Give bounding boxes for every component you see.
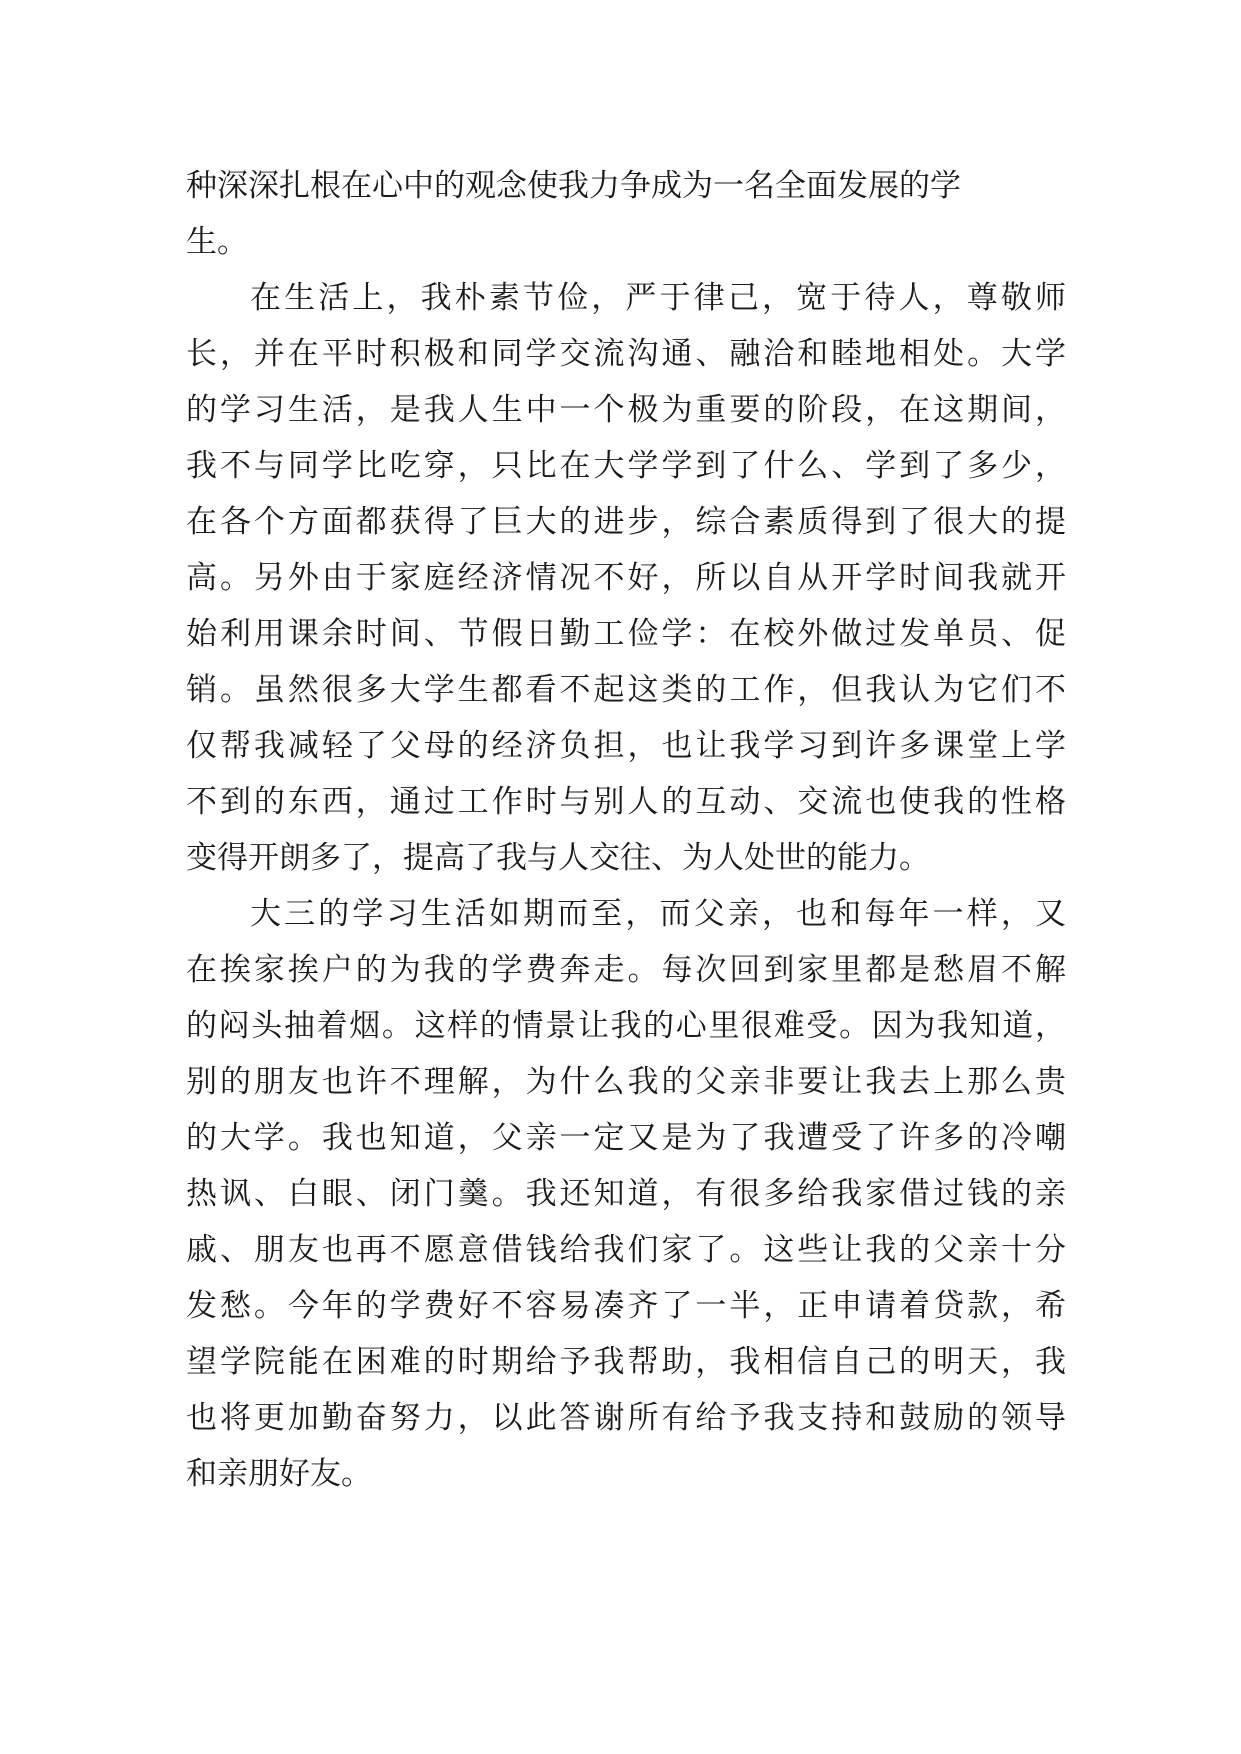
text-line: 种深深扎根在心中的观念使我力争成为一名全面发展的学	[186, 168, 961, 204]
text-line: 我不与同学比吃穿，只比在大学学到了什么、学到了多少，	[186, 448, 1066, 484]
text-line: 变得开朗多了，提高了我与人交往、为人处世的能力。	[186, 840, 930, 876]
text-line: 发愁。今年的学费好不容易凑齐了一半，正申请着贷款，希	[186, 1288, 1066, 1324]
text-line: 戚、朋友也再不愿意借钱给我们家了。这些让我的父亲十分	[186, 1232, 1066, 1268]
text-line: 始利用课余时间、节假日勤工俭学：在校外做过发单员、促	[186, 616, 1066, 652]
text-line: 仅帮我减轻了父母的经济负担，也让我学习到许多课堂上学	[186, 728, 1066, 764]
text-line: 长，并在平时积极和同学交流沟通、融洽和睦地相处。大学	[186, 336, 1066, 372]
text-line: 在各个方面都获得了巨大的进步，综合素质得到了很大的提	[186, 504, 1066, 540]
text-line: 的学习生活，是我人生中一个极为重要的阶段，在这期间，	[186, 392, 1066, 428]
text-line: 销。虽然很多大学生都看不起这类的工作，但我认为它们不	[186, 672, 1066, 708]
text-line: 别的朋友也许不理解，为什么我的父亲非要让我去上那么贵	[186, 1064, 1066, 1100]
text-line: 也将更加勤奋努力，以此答谢所有给予我支持和鼓励的领导	[186, 1400, 1066, 1436]
text-line: 热讽、白眼、闭门羹。我还知道，有很多给我家借过钱的亲	[186, 1176, 1066, 1212]
text-line: 高。另外由于家庭经济情况不好，所以自从开学时间我就开	[186, 560, 1066, 596]
text-line: 不到的东西，通过工作时与别人的互动、交流也使我的性格	[186, 784, 1066, 820]
text-line: 望学院能在困难的时期给予我帮助，我相信自己的明天，我	[186, 1344, 1066, 1380]
text-line: 在挨家挨户的为我的学费奔走。每次回到家里都是愁眉不解	[186, 952, 1066, 988]
text-line: 生。	[186, 224, 248, 260]
body-text	[186, 158, 1066, 1502]
text-line: 的闷头抽着烟。这样的情景让我的心里很难受。因为我知道，	[186, 1008, 1066, 1044]
text-line: 和亲朋好友。	[186, 1456, 372, 1492]
paragraph-first-line: 大三的学习生活如期而至，而父亲，也和每年一样，又	[250, 896, 1066, 932]
paragraph-first-line: 在生活上，我朴素节俭，严于律己，宽于待人，尊敬师	[250, 280, 1066, 316]
text-line: 的大学。我也知道，父亲一定又是为了我遭受了许多的冷嘲	[186, 1120, 1066, 1156]
